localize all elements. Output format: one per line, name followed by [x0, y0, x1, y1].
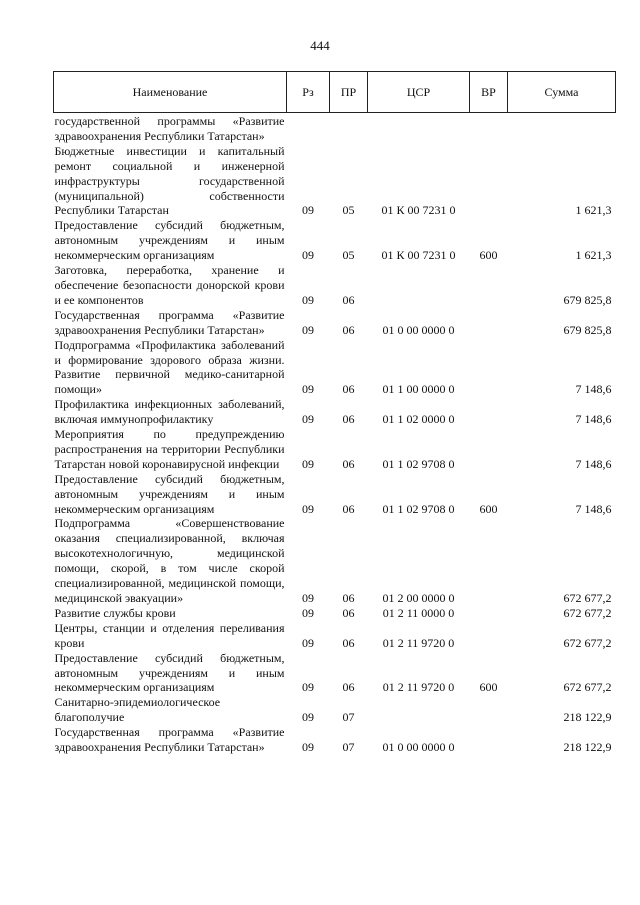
row-vr: 600 [479, 248, 498, 263]
row-sum: 7 148,6 [575, 501, 612, 516]
row-pr: 06 [342, 605, 355, 620]
row-name: Заготовка, переработка, хранение и обеспечение безопасности донорской крови и ее компонентов [54, 263, 285, 307]
row-sum [508, 113, 616, 144]
row-csr [368, 263, 470, 308]
table-row [54, 397, 616, 427]
row-rz: 09 [302, 456, 314, 471]
row-pr: 06 [342, 292, 355, 307]
row-vr [470, 338, 508, 398]
table-row [54, 725, 616, 755]
row-csr: 01 0 00 0000 0 [382, 740, 455, 755]
row-sum: 218 122,9 [563, 710, 612, 725]
table-row [54, 113, 616, 144]
row-sum: 672 677,2 [563, 635, 612, 650]
row-name: Мероприятия по предупреждению распространения на территории Республики Татарстан новой коронавирусной инфекции [54, 427, 285, 471]
row-rz: 09 [302, 740, 314, 755]
row-pr [330, 113, 368, 144]
row-pr: 07 [342, 710, 355, 725]
row-pr: 06 [342, 322, 355, 337]
table-row [54, 606, 616, 621]
row-rz: 09 [302, 412, 314, 427]
header-csr: ЦСР [368, 72, 470, 113]
row-csr: 01 2 11 9720 0 [382, 680, 455, 695]
row-vr [470, 606, 508, 621]
row-vr [470, 621, 508, 651]
row-name: Санитарно-эпидемиологическое благополучие [54, 695, 221, 725]
row-sum: 672 677,2 [563, 605, 612, 620]
row-vr [470, 516, 508, 605]
row-sum: 1 621,3 [575, 203, 612, 218]
row-pr: 05 [342, 203, 355, 218]
row-name: Предоставление субсидий бюджетным, автономным учреждениям и иным некоммерческим организациям [54, 218, 285, 263]
row-pr: 06 [342, 635, 355, 650]
row-csr [368, 113, 470, 144]
header-pr: ПР [330, 72, 368, 113]
row-name: Подпрограмма «Совершенствование оказания специализированной, включая высокотехнологичную, медицинской помощи, скорой, в том числе скорой специализированной, медицинской помощи, медицинской эвакуации» [54, 516, 285, 605]
row-name: Центры, станции и отделения переливания крови [54, 620, 285, 650]
row-vr [470, 144, 508, 219]
row-vr: 600 [479, 680, 498, 695]
row-vr [470, 263, 508, 308]
row-vr [470, 113, 508, 144]
row-csr: 01 К 00 7231 0 [381, 248, 456, 263]
row-rz: 09 [302, 591, 314, 605]
row-sum: 7 148,6 [575, 456, 612, 471]
row-pr: 06 [342, 680, 355, 695]
row-name: Государственная программа «Развитие здравоохранения Республики Татарстан» [54, 725, 285, 755]
row-csr: 01 2 00 0000 0 [382, 591, 455, 605]
row-name: Государственная программа «Развитие здравоохранения Республики Татарстан» [54, 307, 285, 337]
row-pr: 05 [342, 248, 355, 263]
row-rz: 09 [302, 292, 314, 307]
row-pr: 06 [342, 501, 355, 516]
header-vr: ВР [470, 72, 508, 113]
row-sum: 679 825,8 [563, 292, 612, 307]
row-csr [368, 695, 470, 725]
row-name: Подпрограмма «Профилактика заболеваний и формирование здорового образа жизни. Развитие первичной медико-санитарной помощи» [54, 337, 285, 397]
row-name: Предоставление субсидий бюджетным, автономным учреждениям и иным некоммерческим организациям [54, 650, 285, 695]
row-vr [470, 427, 508, 472]
row-csr: 01 1 02 9708 0 [382, 501, 455, 516]
row-rz [287, 113, 330, 144]
row-csr: 01 0 00 0000 0 [382, 322, 455, 337]
row-csr: 01 1 02 0000 0 [382, 412, 455, 427]
row-pr: 07 [342, 740, 355, 755]
row-sum: 672 677,2 [563, 680, 612, 695]
table-row [54, 472, 616, 517]
budget-table [53, 71, 616, 755]
row-csr: 01 2 11 0000 0 [382, 605, 455, 620]
row-rz: 09 [302, 680, 314, 695]
header-sum: Сумма [508, 72, 616, 113]
header-row [54, 72, 616, 113]
row-name: Профилактика инфекционных заболеваний, включая иммунопрофилактику [54, 397, 285, 427]
row-sum: 218 122,9 [563, 740, 612, 755]
row-sum: 7 148,6 [575, 382, 612, 397]
row-pr: 06 [342, 591, 355, 605]
row-rz: 09 [302, 710, 314, 725]
row-vr [470, 725, 508, 755]
row-sum: 1 621,3 [575, 248, 612, 263]
row-vr [470, 695, 508, 725]
row-sum: 7 148,6 [575, 412, 612, 427]
table-row [54, 427, 616, 472]
row-pr: 06 [342, 456, 355, 471]
row-pr: 06 [342, 382, 355, 397]
table-row [54, 308, 616, 338]
row-rz: 09 [302, 248, 314, 263]
table-row [54, 695, 616, 725]
row-name: Развитие службы крови [54, 605, 176, 620]
row-vr: 600 [479, 501, 498, 516]
table-row [54, 263, 616, 308]
header-name: Наименование [54, 72, 287, 113]
page-number: 444 [310, 38, 330, 53]
table-row [54, 338, 616, 398]
row-csr: 01 1 00 0000 0 [382, 382, 455, 397]
table-row [54, 651, 616, 696]
row-sum: 679 825,8 [563, 322, 612, 337]
row-pr: 06 [342, 412, 355, 427]
table-row [54, 516, 616, 605]
table-header [54, 72, 616, 113]
row-vr [470, 397, 508, 427]
table-row [54, 218, 616, 263]
row-rz: 09 [302, 322, 314, 337]
row-rz: 09 [302, 635, 314, 650]
row-rz: 09 [302, 382, 314, 397]
row-vr [470, 308, 508, 338]
row-rz: 09 [302, 501, 314, 516]
table-body [54, 113, 616, 755]
row-name: Бюджетные инвестиции и капитальный ремонт социальной и инженерной инфраструктуры государственной (муниципальной) собственности Республики Татарстан [54, 143, 285, 218]
row-sum: 672 677,2 [563, 591, 612, 605]
row-rz: 09 [302, 605, 314, 620]
row-rz: 09 [302, 203, 314, 218]
row-name: государственной программы «Развитие здравоохранения Республики Татарстан» [54, 114, 285, 143]
row-csr: 01 2 11 9720 0 [382, 635, 455, 650]
table-row [54, 621, 616, 651]
header-rz: Рз [287, 72, 330, 113]
table-row [54, 144, 616, 219]
row-name: Предоставление субсидий бюджетным, автономным учреждениям и иным некоммерческим организациям [54, 471, 285, 516]
row-csr: 01 1 02 9708 0 [382, 456, 455, 471]
row-csr: 01 К 00 7231 0 [381, 203, 456, 218]
